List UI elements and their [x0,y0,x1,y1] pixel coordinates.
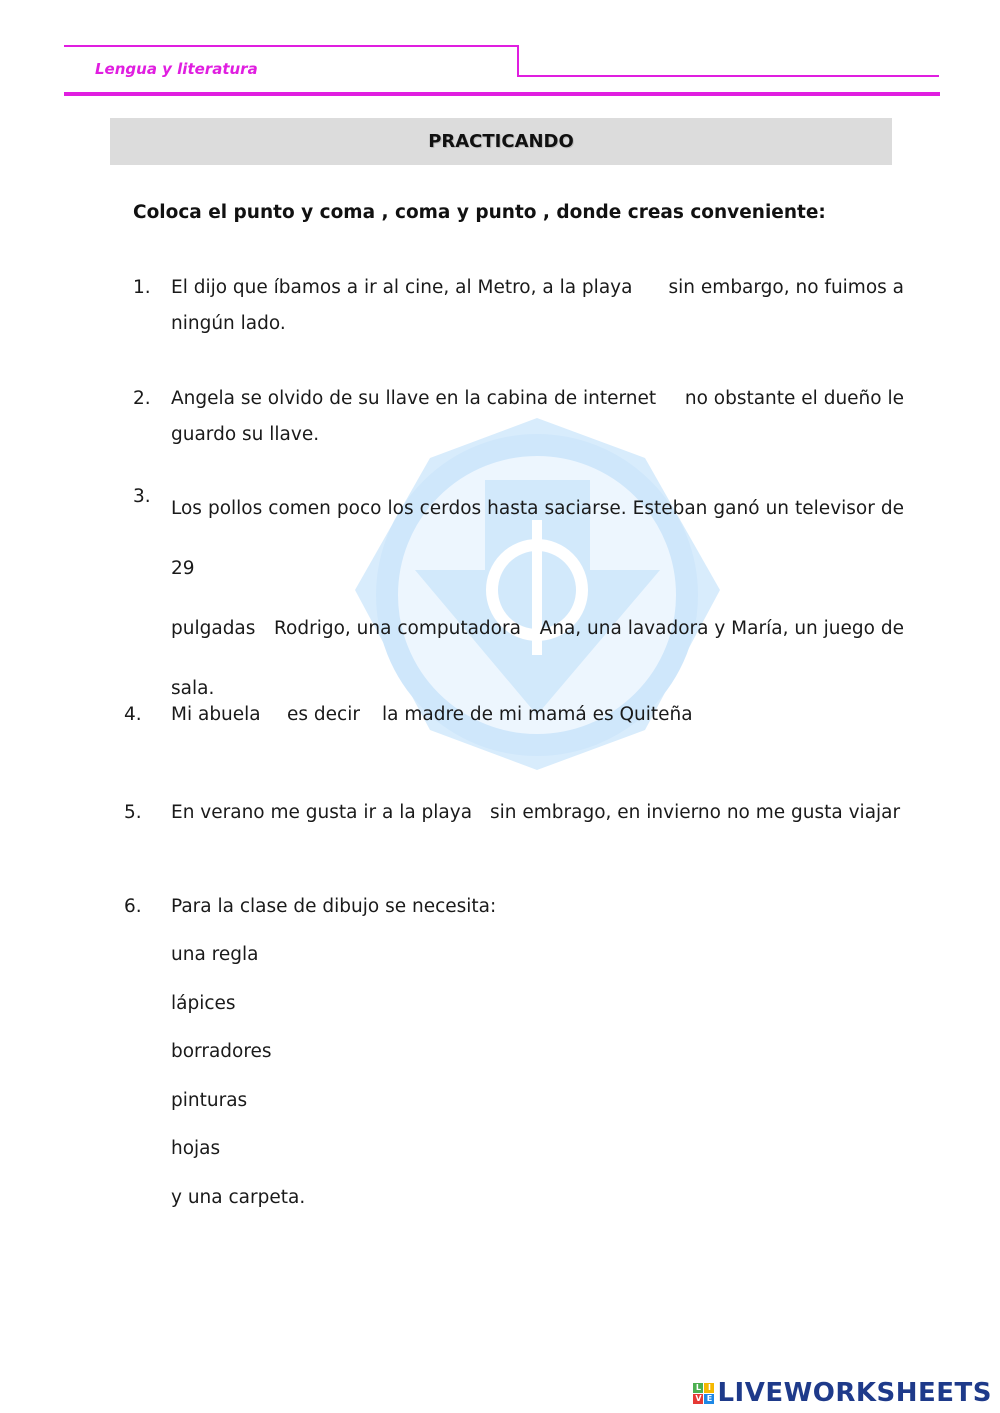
item-2-text-b: no obstante el dueño le [684,388,904,409]
item-5-text-a: En verano me gusta ir a la playa [171,802,473,823]
item-6-number: 6. [124,896,142,917]
item-3 [171,479,904,719]
item-3-text-c: Ana, una lavadora y María, un juego de [539,618,904,639]
item-3-text-d: sala. [171,678,215,699]
item-1-text-c: ningún lado. [171,313,286,334]
item-2-text-a: Angela se olvido de su llave en la cabina de internet [171,388,657,409]
header-rule-step [517,45,519,77]
item-1-text-a: El dijo que íbamos a ir al cine, al Metro, a la playa [171,277,633,298]
list-item: lápices [171,993,236,1014]
item-2 [171,381,904,453]
liveworksheets-logo[interactable] [693,1378,992,1408]
logo-letter: V [695,1393,702,1403]
logo-letter: E [704,1394,714,1404]
list-item: borradores [171,1041,272,1062]
header-rule-right [517,75,939,77]
item-2-text-c: guardo su llave. [171,424,320,445]
item-3-number: 3. [133,486,151,507]
item-1-text-b: sin embargo, no fuimos a [668,277,904,298]
item-6-intro: Para la clase de dibujo se necesita: [171,896,497,917]
logo-grid-icon [693,1383,714,1404]
list-item: y una carpeta. [171,1187,306,1208]
title-bar [110,118,892,165]
item-5-number: 5. [124,802,142,823]
item-4-number: 4. [124,704,142,725]
subject-label: Lengua y literatura [95,60,258,78]
logo-letter: I [704,1383,714,1393]
instruction-text: Coloca el punto y coma , coma y punto , donde creas conveniente: [133,202,826,223]
item-3-line-1: Los pollos comen poco los cerdos hasta saciarse. Esteban ganó un televisor de 29 [171,498,904,579]
header-rule-top [64,45,519,47]
header-rule-bottom [64,92,940,96]
list-item: pinturas [171,1090,248,1111]
item-3-line-2 [171,599,904,659]
item-4-text-c: la madre de mi mamá es Quiteña [382,704,693,725]
list-item: una regla [171,944,259,965]
item-1-number: 1. [133,277,151,298]
logo-text: LIVEWORKSHEETS [717,1378,992,1408]
item-3-text-a: pulgadas [171,618,256,639]
list-item: hojas [171,1138,221,1159]
item-5-text-b: sin embrago, en invierno no me gusta viajar [490,802,901,823]
logo-letter: L [693,1383,703,1393]
item-4-text-a: Mi abuela [171,704,261,725]
item-4-text-b: es decir [287,704,360,725]
item-1 [171,270,904,342]
item-3-text-b: Rodrigo, una computadora [274,618,521,639]
page-title: PRACTICANDO [428,131,574,152]
item-2-number: 2. [133,388,151,409]
